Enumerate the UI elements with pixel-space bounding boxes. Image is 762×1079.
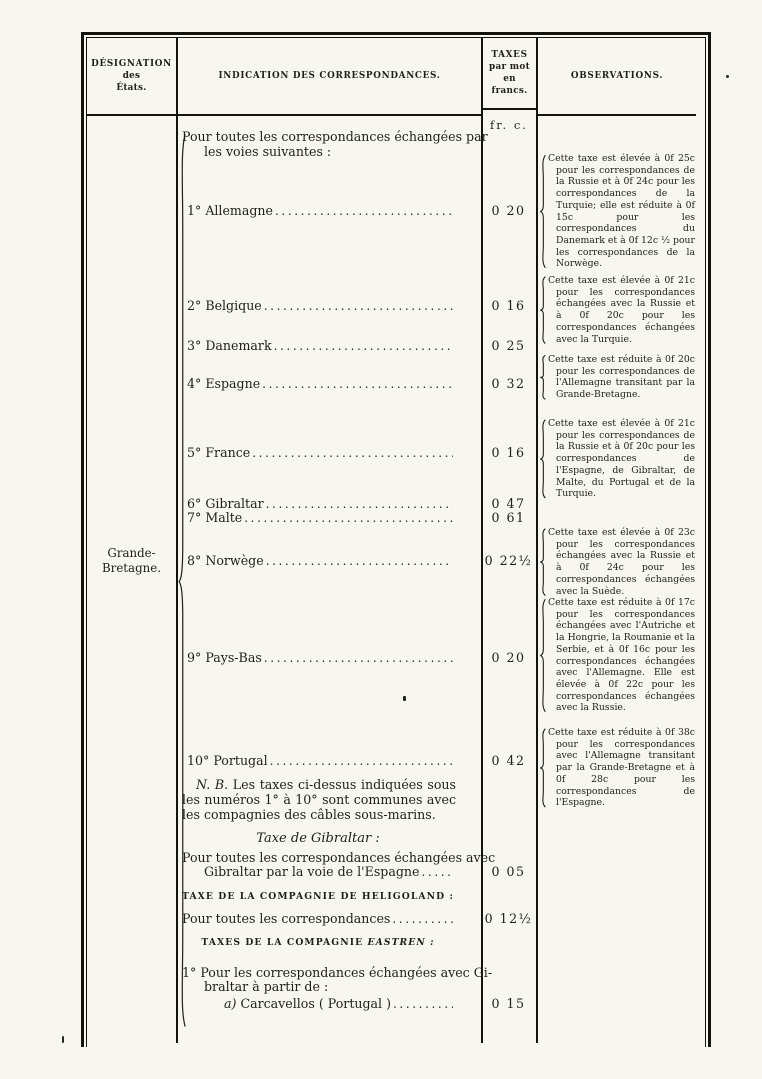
heligoland-label: Pour toutes les correspondances — [182, 911, 391, 926]
rate-value: 0 05 — [491, 864, 526, 879]
heligoland-row — [182, 911, 453, 926]
header-taxes — [483, 38, 536, 110]
brace-icon — [539, 528, 546, 596]
rate-value: 0 15 — [491, 996, 526, 1011]
observation-text: Cette taxe est réduite à 0f 38c pour les correspondances avec l'Allemagne transitant par la Grande-Bretagne et à 0f 28c pour les correspondances de l'Espagne. — [548, 727, 695, 809]
observation-note — [539, 354, 695, 401]
gibraltar-line: Pour toutes les correspondances échangées avec — [182, 850, 496, 865]
state-name: Grande-Bretagne. — [102, 546, 161, 575]
brace-icon — [539, 276, 546, 344]
header-line: OBSERVATIONS. — [570, 71, 664, 81]
dot-leader — [262, 376, 453, 391]
route-row — [187, 753, 453, 768]
observation-note — [539, 597, 695, 714]
header-observations — [538, 38, 696, 116]
route-label: 10° Portugal — [187, 753, 268, 768]
ink-speck — [62, 1036, 64, 1043]
observation-note — [539, 418, 695, 500]
header-designation — [87, 38, 176, 116]
eastern-heading — [182, 937, 454, 948]
route-row — [187, 650, 453, 665]
eastern-heading-company: EASTREN : — [367, 937, 435, 948]
eastern-intro-line: 1° Pour les correspondances échangées avec Gi- — [182, 965, 493, 980]
dot-leader — [421, 864, 453, 879]
observation-text: Cette taxe est élevée à 0f 21c pour les correspondances de la Russie et à 0f 20c pour les correspondances de l'Espagne, de Gibraltar, de Malte, du Portugal et de la Turquie. — [548, 418, 695, 500]
gibraltar-heading: Taxe de Gibraltar : — [256, 831, 380, 846]
header-line: États. — [116, 83, 147, 93]
header-line: en — [503, 74, 516, 84]
route-row — [187, 338, 453, 353]
dot-leader — [266, 553, 453, 568]
route-label: 5° France — [187, 445, 251, 460]
dot-leader — [392, 911, 453, 926]
gibraltar-label: Gibraltar par la voie de l'Espagne — [204, 864, 420, 879]
carcavellos-row — [224, 996, 453, 1011]
header-line: francs. — [491, 86, 528, 96]
rate-value: 0 32 — [491, 376, 526, 391]
route-row — [187, 376, 453, 391]
rate-value: 0 20 — [491, 650, 526, 665]
route-row — [187, 298, 453, 313]
rate-value: 0 47 — [491, 496, 526, 511]
brace-icon — [539, 419, 546, 499]
rate-value: 0 16 — [491, 445, 526, 460]
rate-value: 0 22½ — [484, 553, 533, 568]
dot-leader — [270, 753, 453, 768]
nb-prefix: N. B. — [196, 777, 229, 792]
carcavellos-prefix: a) — [224, 996, 237, 1011]
header-line: DÉSIGNATION — [91, 59, 172, 69]
route-row — [187, 496, 453, 511]
rate-value: 0 25 — [491, 338, 526, 353]
brace-icon — [539, 355, 546, 400]
tariff-table-border — [81, 32, 711, 1047]
dot-leader — [252, 445, 453, 460]
route-row — [187, 553, 453, 568]
dot-leader — [393, 996, 453, 1011]
header-line: par mot — [489, 62, 530, 72]
observation-note — [539, 275, 695, 345]
brace-icon — [539, 154, 546, 269]
route-row — [187, 203, 453, 218]
route-label: 6° Gibraltar — [187, 496, 264, 511]
rate-value: 0 20 — [491, 203, 526, 218]
brace-icon — [539, 598, 546, 713]
route-label: 4° Espagne — [187, 376, 261, 391]
observation-text: Cette taxe est élevée à 0f 23c pour les correspondances échangées avec la Russie et à 0f 24c pour les correspondances échangées avec la Suède. — [548, 527, 695, 597]
intro-line: Pour toutes les correspondances échangées par — [182, 129, 488, 144]
header-indication — [178, 38, 481, 116]
dot-leader — [266, 496, 453, 511]
dot-leader — [264, 298, 453, 313]
eastern-heading-prefix: TAXES DE LA COMPAGNIE — [201, 937, 364, 948]
tariff-table — [86, 37, 706, 1047]
rate-value: 0 12½ — [484, 911, 533, 926]
observation-text: Cette taxe est élevée à 0f 25c pour les correspondances de la Russie et à 0f 24c pour les correspondances de la Turquie; elle est réduite à 0f 15c pour les correspondances du Danemark et à 0f 12c ½ pour les correspondances de la Norwège. — [548, 153, 695, 270]
ink-speck — [726, 75, 729, 78]
route-label: 7° Malte — [187, 510, 243, 525]
taxes-unit-label: fr. c. — [490, 118, 528, 132]
observation-text: Cette taxe est élevée à 0f 21c pour les correspondances échangées avec la Russie et à 0f 20c pour les correspondances échangées avec la Turquie. — [548, 275, 695, 345]
route-row — [187, 510, 453, 525]
observation-note — [539, 527, 695, 597]
route-label: 3° Danemark — [187, 338, 272, 353]
column-divider — [536, 38, 538, 1043]
ink-speck — [403, 696, 406, 701]
route-label: 9° Pays-Bas — [187, 650, 262, 665]
dot-leader — [275, 203, 453, 218]
rate-value: 0 42 — [491, 753, 526, 768]
observation-note — [539, 727, 695, 809]
dot-leader — [264, 650, 453, 665]
rate-value: 0 61 — [491, 510, 526, 525]
route-label: 1° Allemagne — [187, 203, 273, 218]
eastern-intro-line: braltar à partir de : — [204, 979, 329, 994]
carcavellos-label: Carcavellos ( Portugal ) — [240, 996, 392, 1011]
rate-value: 0 16 — [491, 298, 526, 313]
route-row — [187, 445, 453, 460]
nb-paragraph — [182, 778, 456, 822]
observation-text: Cette taxe est réduite à 0f 20c pour les correspondances de l'Allemagne transitant par la Grande-Bretagne. — [548, 354, 695, 401]
header-line: TAXES — [491, 50, 528, 60]
gibraltar-line — [204, 864, 453, 879]
header-line: des — [122, 71, 141, 81]
intro-line: les voies suivantes : — [204, 144, 332, 159]
observation-note — [539, 153, 695, 270]
route-label: 8° Norwège — [187, 553, 264, 568]
dot-leader — [244, 510, 453, 525]
brace-icon — [539, 728, 546, 808]
heligoland-heading: TAXE DE LA COMPAGNIE DE HELIGOLAND : — [182, 891, 454, 902]
column-divider — [481, 38, 483, 1043]
route-label: 2° Belgique — [187, 298, 262, 313]
observation-text: Cette taxe est réduite à 0f 17c pour les correspondances échangées avec l'Autriche et la Hongrie, la Roumanie et la Serbie, et à 0f 16c pour les correspondances échangées avec l'Allemagne. Elle est élevée à 0f 22c pour les correspondances échangées avec la Russie. — [548, 597, 695, 714]
header-line: INDICATION DES CORRESPONDANCES. — [218, 71, 441, 81]
dot-leader — [274, 338, 453, 353]
nb-text: Les taxes ci-dessus indiquées sous les numéros 1° à 10° sont communes avec les compagnies des câbles sous-marins. — [182, 777, 456, 822]
